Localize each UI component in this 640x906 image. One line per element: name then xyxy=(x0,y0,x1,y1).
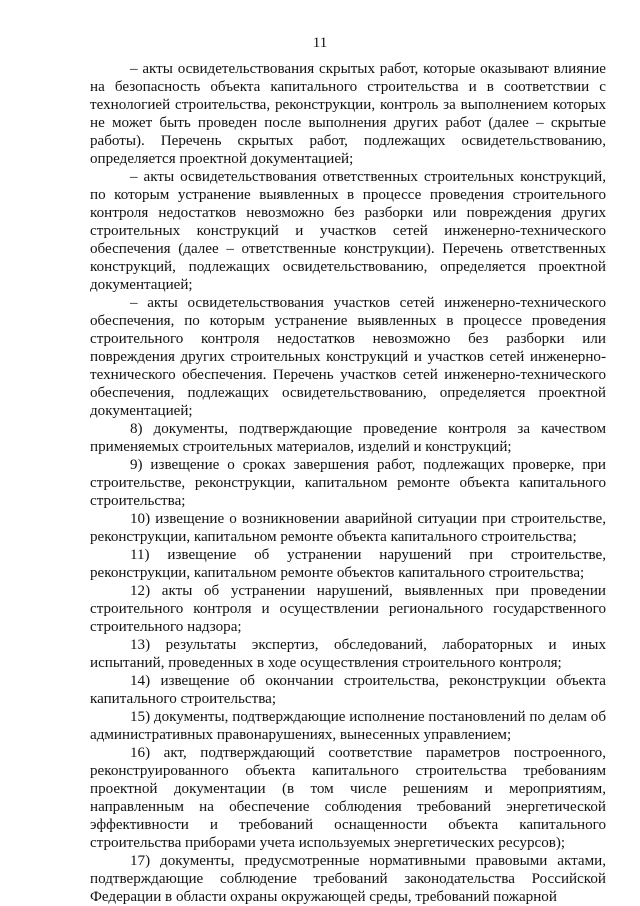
paragraph-item-17: 17) документы, предусмотренные нормативными правовыми актами, подтверждающие соблюдение требований законодательства Российской Федерации в области охраны окружающей среды, требований пожарной xyxy=(90,853,606,905)
paragraph-hidden-works: – акты освидетельствования скрытых работ, которые оказывают влияние на безопасность объекта капитального строительства и в соответствии с технологией строительства, реконструкции, контроль за выполнением которых не может быть проведен после выполнения других работ (далее – скрытые работы). Перечень скрытых работ, подлежащих освидетельствованию, определяется проектной документацией; xyxy=(90,61,606,167)
paragraph-item-16: 16) акт, подтверждающий соответствие параметров построенного, реконструированного объекта капитального строительства требованиям проектной документации (в том числе решениям и мероприятиям, направленным на обеспечение соблюдения требований энергетической эффективности и требований оснащенности объекта капитального строительства приборами учета используемых энергетических ресурсов); xyxy=(90,745,606,851)
paragraph-item-9: 9) извещение о сроках завершения работ, подлежащих проверке, при строительстве, реконструкции, капитальном ремонте объекта капитального строительства; xyxy=(90,457,606,509)
paragraph-utility-network-sections: – акты освидетельствования участков сетей инженерно-технического обеспечения, по которым устранение выявленных в процессе проведения строительного контроля недостатков невозможно без разборки или повреждения других строительных конструкций и участков сетей инженерно-технического обеспечения. Перечень участков сетей инженерно-технического обеспечения, подлежащих освидетельствованию, определяется проектной документацией; xyxy=(90,295,606,419)
paragraph-item-8: 8) документы, подтверждающие проведение контроля за качеством применяемых строительных материалов, изделий и конструкций; xyxy=(90,421,606,455)
document-body xyxy=(90,60,606,906)
paragraph-responsible-structures: – акты освидетельствования ответственных строительных конструкций, по которым устранение выявленных в процессе проведения строительного контроля недостатков невозможно без разборки или повреждения других строительных конструкций и участков сетей инженерно-технического обеспечения (далее – ответственные конструкции). Перечень ответственных конструкций, подлежащих освидетельствованию, определяется проектной документацией; xyxy=(90,169,606,293)
page-number: 11 xyxy=(312,35,328,51)
paragraph-item-10: 10) извещение о возникновении аварийной ситуации при строительстве, реконструкции, капитальном ремонте объекта капитального строительства; xyxy=(90,511,606,545)
paragraph-item-13: 13) результаты экспертиз, обследований, лабораторных и иных испытаний, проведенных в ходе осуществления строительного контроля; xyxy=(90,637,606,671)
paragraph-item-14: 14) извещение об окончании строительства, реконструкции объекта капитального строительства; xyxy=(90,673,606,707)
paragraph-item-11: 11) извещение об устранении нарушений при строительстве, реконструкции, капитальном ремонте объектов капитального строительства; xyxy=(90,547,606,581)
paragraph-item-12: 12) акты об устранении нарушений, выявленных при проведении строительного контроля и осуществлении регионального государственного строительного надзора; xyxy=(90,583,606,635)
paragraph-item-15: 15) документы, подтверждающие исполнение постановлений по делам об административных правонарушениях, вынесенных управлением; xyxy=(90,709,606,743)
